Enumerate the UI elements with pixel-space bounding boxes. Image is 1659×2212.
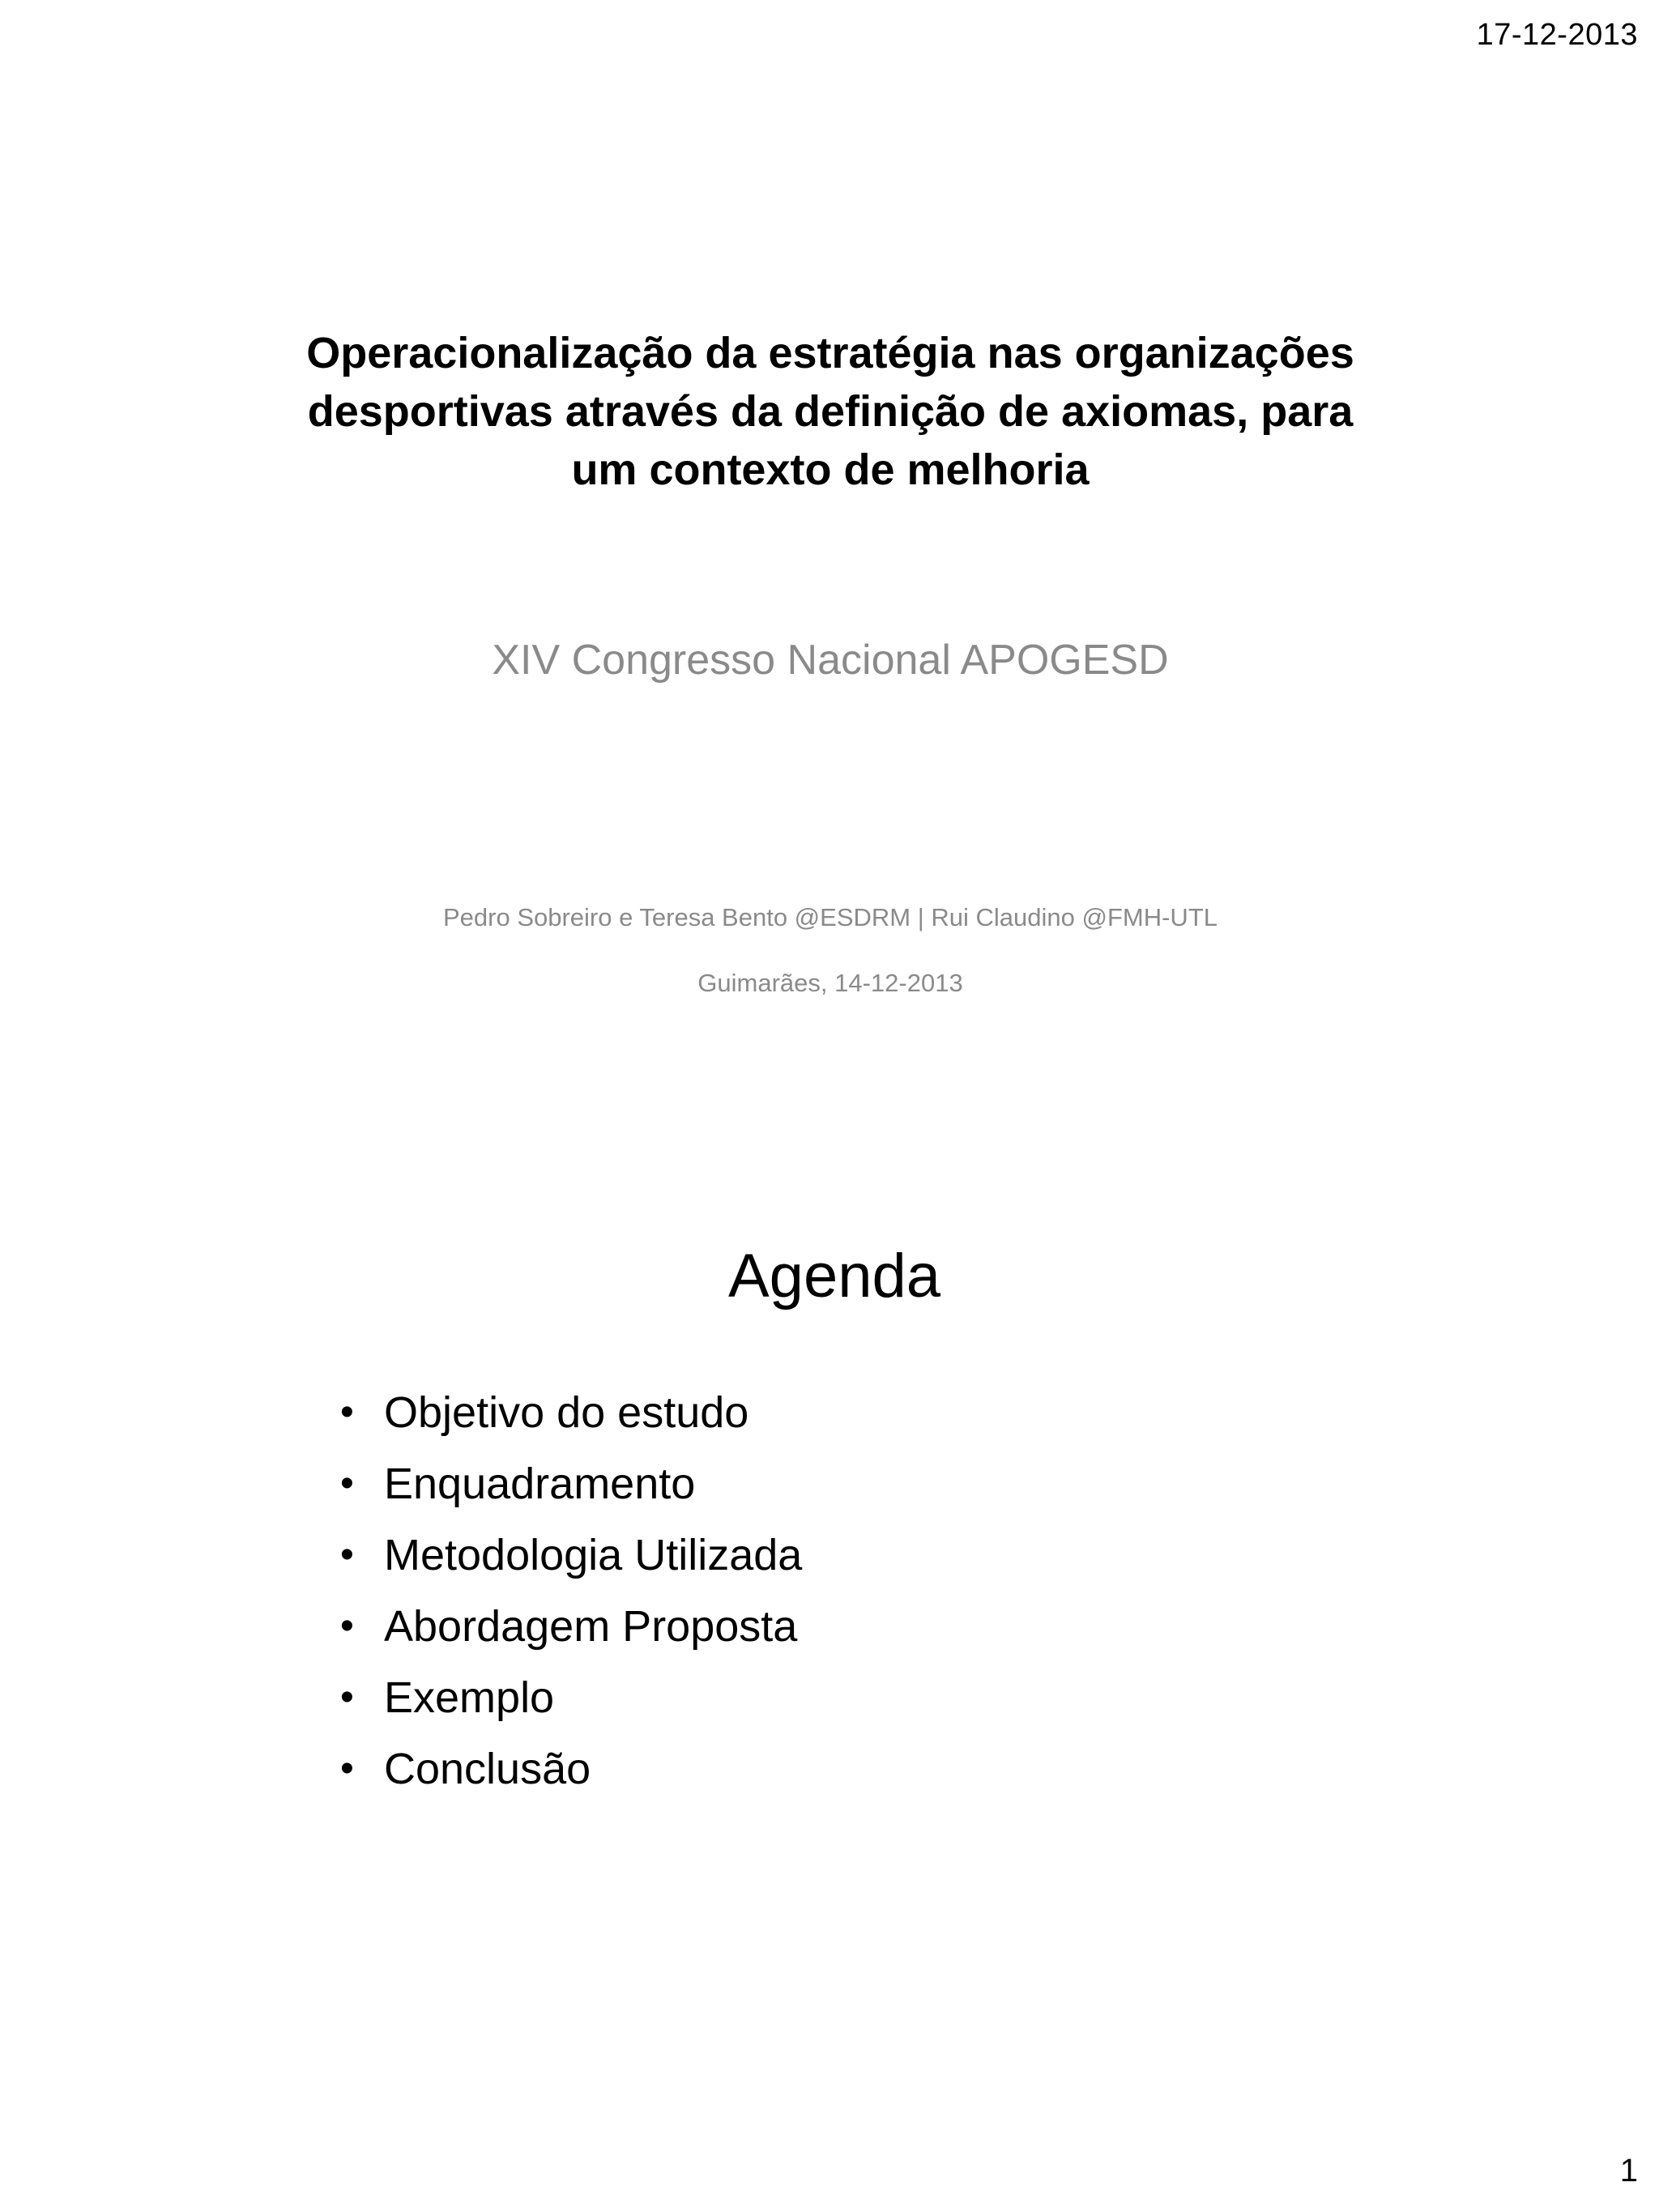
agenda-item-label: Exemplo <box>384 1673 555 1722</box>
agenda-item <box>340 1591 802 1662</box>
title-line: desportivas através da definição de axiomas, para <box>307 387 1354 436</box>
agenda-item-label: Objetivo do estudo <box>384 1388 749 1437</box>
authors-line: Pedro Sobreiro e Teresa Bento @ESDRM | Rui Claudino @FMH-UTL <box>442 903 1218 931</box>
bullet-icon: • <box>340 1533 354 1576</box>
page-number: 1 <box>1619 2153 1638 2189</box>
agenda-item <box>340 1377 802 1448</box>
title-line: Operacionalização da estratégia nas organizações <box>306 329 1354 377</box>
title-line: um contexto de melhoria <box>571 445 1090 494</box>
title-slide <box>251 308 1410 1037</box>
bullet-icon: • <box>340 1676 354 1719</box>
presentation-subtitle: XIV Congresso Nacional APOGESD <box>492 637 1169 684</box>
agenda-item-label: Metodologia Utilizada <box>384 1531 803 1579</box>
bullet-icon: • <box>340 1747 354 1790</box>
place-date-line: Guimarães, 14-12-2013 <box>697 969 963 997</box>
agenda-list <box>340 1377 802 1805</box>
agenda-item <box>340 1448 802 1519</box>
agenda-item <box>340 1519 802 1591</box>
presentation-title <box>251 324 1410 499</box>
agenda-item-label: Abordagem Proposta <box>384 1602 798 1651</box>
bullet-icon: • <box>340 1391 354 1434</box>
agenda-item-label: Conclusão <box>384 1745 591 1793</box>
bullet-icon: • <box>340 1462 354 1505</box>
agenda-slide <box>308 1231 1361 1847</box>
bullet-icon: • <box>340 1605 354 1647</box>
header-date: 17-12-2013 <box>1476 18 1638 52</box>
agenda-item-label: Enquadramento <box>384 1460 696 1508</box>
agenda-item <box>340 1662 802 1733</box>
agenda-title: Agenda <box>727 1242 941 1311</box>
agenda-item <box>340 1733 802 1805</box>
